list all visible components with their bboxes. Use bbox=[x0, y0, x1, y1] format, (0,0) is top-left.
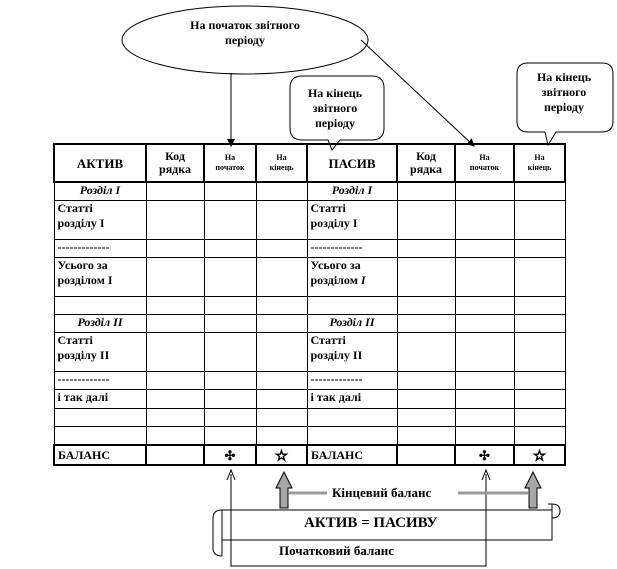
initial-balance-label: Початковий баланс bbox=[279, 543, 395, 558]
header-aktiv: АКТИВ bbox=[54, 144, 146, 182]
section1-right: Розділ І bbox=[307, 182, 397, 201]
equation-label: АКТИВ = ПАСИВУ bbox=[304, 515, 438, 531]
items2-left: Статті розділу ІІ bbox=[54, 333, 146, 372]
header-pasyv: ПАСИВ bbox=[307, 144, 397, 182]
final-balance-arrow-left bbox=[276, 472, 292, 508]
header-end-right: На кінець bbox=[514, 144, 565, 182]
total1-right: Усього за розділом І bbox=[307, 257, 397, 296]
dashes2-left: ------------- bbox=[54, 372, 146, 390]
balance-table bbox=[53, 143, 566, 466]
bubble-right-text: На кінець звітного періоду bbox=[536, 70, 592, 114]
star-icon: ★ bbox=[533, 447, 546, 463]
table-row bbox=[54, 240, 565, 258]
table-row bbox=[54, 427, 565, 446]
table-row bbox=[54, 408, 565, 427]
balance-row bbox=[54, 445, 565, 465]
final-balance-label: Кінцевий баланс bbox=[332, 485, 432, 500]
table-row bbox=[54, 314, 565, 333]
balance-right: БАЛАНС bbox=[307, 445, 397, 465]
table-row bbox=[54, 257, 565, 296]
etc-right: і так далі bbox=[307, 390, 397, 409]
section2-right: Розділ ІІ bbox=[307, 314, 397, 333]
table-row bbox=[54, 201, 565, 240]
table-row bbox=[54, 297, 565, 315]
balance-left: БАЛАНС bbox=[54, 445, 146, 465]
start-right-mark bbox=[455, 445, 514, 465]
header-kod-right: Код рядка bbox=[397, 144, 455, 182]
bubble-mid-text: На кінець звітного періоду bbox=[307, 86, 363, 130]
start-left-mark bbox=[204, 445, 256, 465]
dashes2-right: ------------- bbox=[307, 372, 397, 390]
table-row bbox=[54, 333, 565, 372]
total1-left: Усього за розділом І bbox=[54, 257, 146, 296]
header-start-right: На початок bbox=[455, 144, 514, 182]
star-icon: ★ bbox=[275, 447, 288, 463]
end-right-mark bbox=[514, 445, 565, 465]
section1-left: Розділ І bbox=[54, 182, 146, 201]
header-row bbox=[54, 144, 565, 182]
items1-right: Статті розділу І bbox=[307, 201, 397, 240]
section2-left: Розділ ІІ bbox=[54, 314, 146, 333]
dashes1-left: ------------- bbox=[54, 240, 146, 258]
items1-left: Статті розділу І bbox=[54, 201, 146, 240]
items2-right: Статті розділу ІІ bbox=[307, 333, 397, 372]
etc-left: і так далі bbox=[54, 390, 146, 409]
final-balance-arrow-right bbox=[525, 472, 541, 508]
header-start-left: На початок bbox=[204, 144, 256, 182]
table-row bbox=[54, 390, 565, 409]
end-left-mark bbox=[256, 445, 307, 465]
bubble-top-text: На початок звітного періоду bbox=[190, 18, 300, 47]
header-end-left: На кінець bbox=[256, 144, 307, 182]
cross-star-icon: ✣ bbox=[479, 447, 490, 463]
table-row bbox=[54, 372, 565, 390]
table-row bbox=[54, 182, 565, 201]
header-kod-left: Код рядка bbox=[146, 144, 204, 182]
cross-star-icon: ✣ bbox=[224, 447, 236, 463]
dashes1-right: ------------- bbox=[307, 240, 397, 258]
